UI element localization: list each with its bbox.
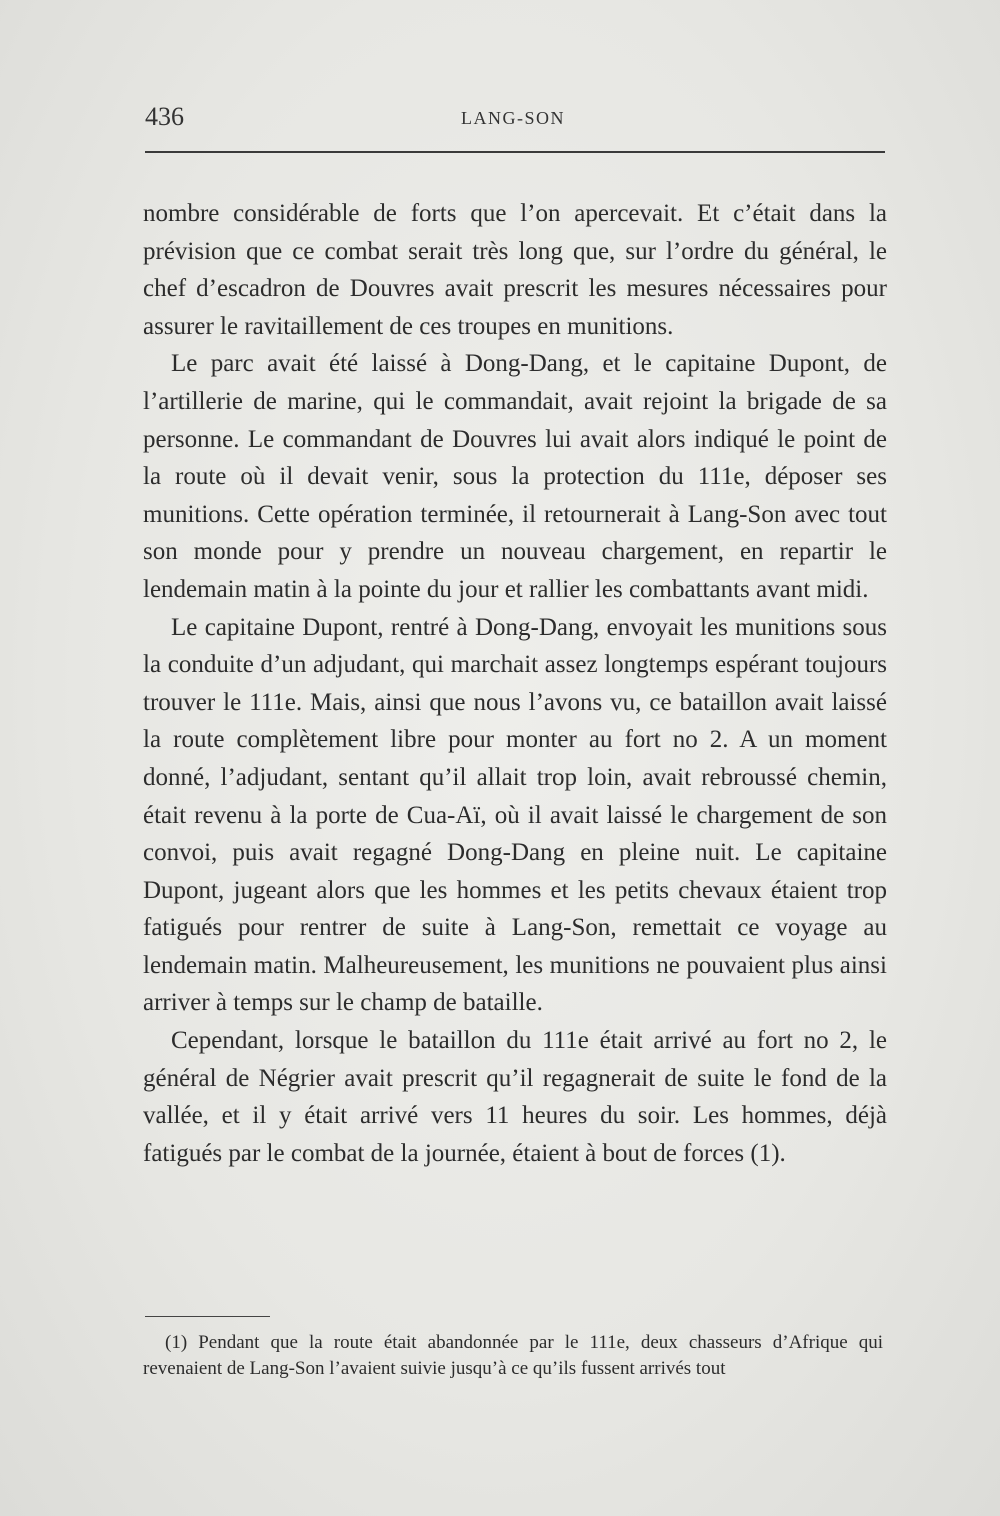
paragraph: Cependant, lorsque le bataillon du 111e était arrivé au fort no 2, le général de Négrier avait prescrit qu’il regagnerait de suite le fond de la vallée, et il y était arrivé vers 11 heures du soir. Les hommes, déjà fatigués par le combat de la journée, étaient à bout de forces (1).	[143, 1027, 887, 1167]
page-number: 436	[145, 102, 184, 131]
running-head: LANG-SON	[461, 108, 565, 128]
paragraph: Le capitaine Dupont, rentré à Dong-Dang, envoyait les munitions sous la conduite d’un adjudant, qui marchait assez longtemps espérant toujours trouver le 111e. Mais, ainsi que nous l’avons vu, ce bataillon avait laissé la route complètement libre pour monter au fort no 2. A un moment donné, l’adjudant, sentant qu’il allait trop loin, avait rebroussé chemin, était revenu à la porte de Cua-Aï, où il avait laissé le chargement de son convoi, puis avait regagné Dong-Dang en pleine nuit. Le capitaine Dupont, jugeant alors que les hommes et les petits chevaux étaient trop fatigués pour rentrer de suite à Lang-Son, remettait ce voyage au lendemain matin. Malheureusement, les munitions ne pouvaient plus ainsi arriver à temps sur le champ de bataille.	[143, 613, 887, 1017]
paragraph: nombre considérable de forts que l’on apercevait. Et c’était dans la prévision que ce combat serait très long que, sur l’ordre du général, le chef d’escadron de Douvres avait prescrit les mesures nécessaires pour assurer le ravitaillement de ces troupes en munitions.	[143, 200, 887, 340]
footnote: (1) Pendant que la route était abandonnée par le 111e, deux chasseurs d’Afrique qui revenaient de Lang-Son l’avaient suivie jusqu’à ce qu’ils fussent arrivés tout	[143, 1332, 883, 1379]
body-text	[143, 195, 887, 1172]
header-rule	[145, 151, 885, 153]
paragraph: Le parc avait été laissé à Dong-Dang, et le capitaine Dupont, de l’artillerie de marine, qui le commandait, avait rejoint la brigade de sa personne. Le commandant de Douvres lui avait alors indiqué le point de la route où il devait venir, sous la protection du 111e, déposer ses munitions. Cette opération terminée, il retournerait à Lang-Son avec tout son monde pour y prendre un nouveau chargement, en repartir le lendemain matin à la pointe du jour et rallier les combattants avant midi.	[143, 350, 887, 603]
page-header	[145, 102, 885, 142]
footnote-rule	[145, 1316, 270, 1317]
